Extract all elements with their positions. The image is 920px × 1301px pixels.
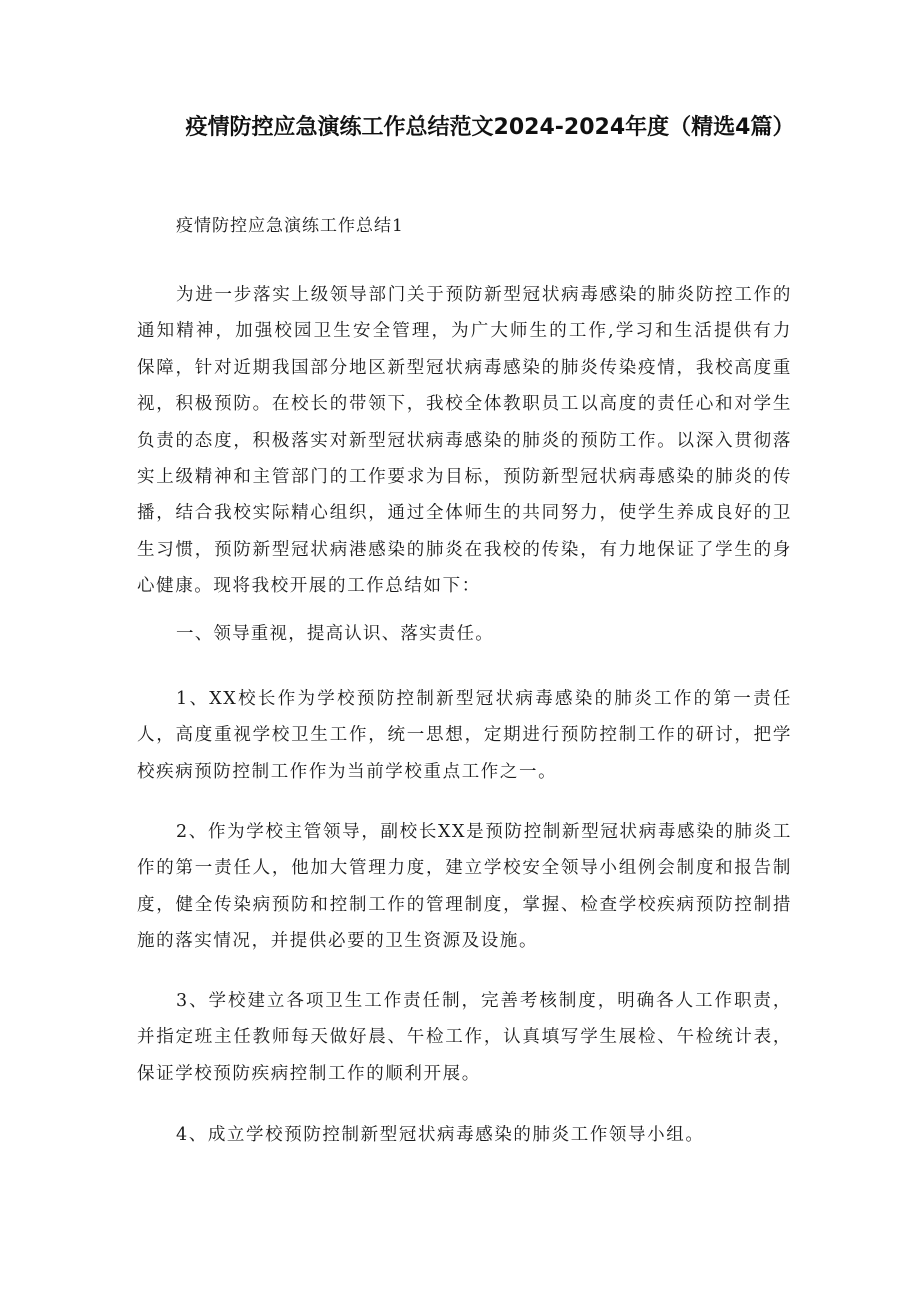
document-title: 疫情防控应急演练工作总结范文2024-2024年度（精选4篇） — [185, 115, 795, 140]
paragraph-item-4: 4、成立学校预防控制新型冠状病毒感染的肺炎工作领导小组。 — [176, 1125, 705, 1145]
paragraph-heading-leadership: 一、领导重视，提高认识、落实责任。 — [176, 624, 494, 644]
section-heading: 疫情防控应急演练工作总结1 — [176, 216, 404, 236]
paragraph-intro: 为进一步落实上级领导部门关于预防新型冠状病毒感染的肺炎防控工作的通知精神，加强校园卫生安全管理，为广大师生的工作,学习和生活提供有力保障，针对近期我国部分地区新型冠状病毒感染的肺炎传染疫情，我校高度重视，积极预防。在校长的带领下，我校全体教职员工以高度的责任心和对学生负责的态度，积极落实对新型冠状病毒感染的肺炎的预防工作。以深入贯彻落实上级精神和主管部门的工作要求为目标，预防新型冠状病毒感染的肺炎的传播，结合我校实际精心组织，通过全体师生的共同努力，使学生养成良好的卫生习惯，预防新型冠状病港感染的肺炎在我校的传染，有力地保证了学生的身心健康。现将我校开展的工作总结如下： — [137, 285, 792, 597]
paragraph-item-3: 3、学校建立各项卫生工作责任制，完善考核制度，明确各人工作职责，并指定班主任教师每天做好晨、午检工作，认真填写学生展检、午检统计表，保证学校预防疾病控制工作的顺利开展。 — [137, 991, 792, 1084]
paragraph-item-1: 1、XX校长作为学校预防控制新型冠状病毒感染的肺炎工作的第一责任人，高度重视学校卫生工作，统一思想，定期进行预防控制工作的研讨，把学校疾病预防控制工作作为当前学校重点工作之一。 — [137, 689, 792, 782]
paragraph-item-2: 2、作为学校主管领导，副校长XX是预防控制新型冠状病毒感染的肺炎工作的第一责任人，他加大管理力度，建立学校安全领导小组例会制度和报告制度，健全传染病预防和控制工作的管理制度，掌握、检查学校疾病预防控制措施的落实情况，并提供必要的卫生资源及设施。 — [137, 822, 792, 952]
